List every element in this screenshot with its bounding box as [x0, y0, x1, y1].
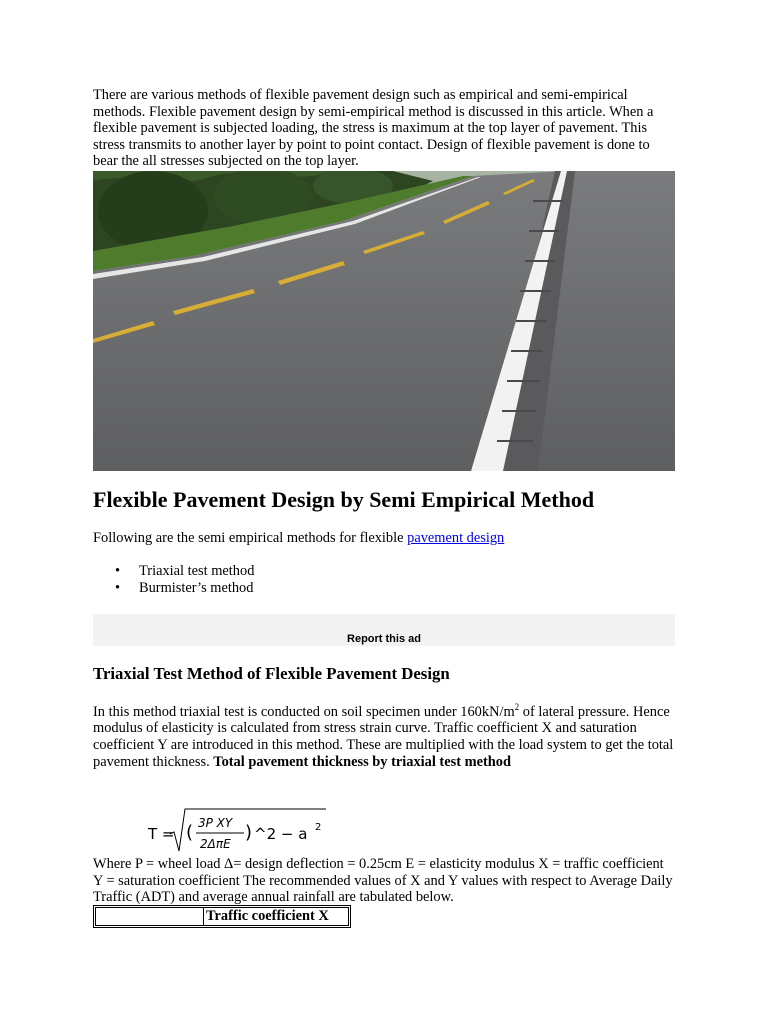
unit-superscript: 2 — [514, 702, 520, 712]
where-paragraph: Where P = wheel load Δ= design deflection = 0.25cm E = elasticity modulus X = traffic coefficient Y = saturation coefficient The recommended values of X and Y values with respect to Average Daily Traffic (ADT) and average annual rainfall are tabulated below. — [93, 856, 673, 906]
traffic-coefficient-table — [93, 905, 351, 928]
formula-rest: ^2 − a — [254, 825, 308, 843]
triaxial-text-2: of lateral pressure. Hence modulus of elasticity is calculated from stress strain curve. Traffic coefficient X and saturation coefficient Y are introduced in this method. These are multiplied with the load system to get the total pavement thickness. — [93, 703, 674, 770]
pavement-design-link[interactable]: pavement design — [407, 530, 505, 546]
following-line — [93, 530, 504, 547]
triaxial-paragraph — [93, 699, 675, 770]
table-header-cell: Traffic coefficient X — [206, 908, 329, 924]
road-photo — [93, 171, 675, 471]
report-ad-button[interactable] — [93, 614, 675, 646]
formula-denominator: 2ΔπE — [200, 837, 231, 851]
list-item — [93, 580, 254, 597]
method-list — [93, 563, 254, 597]
bullet-icon: • — [115, 563, 121, 579]
intro-paragraph: There are various methods of flexible pavement design such as empirical and semi-empirical methods. Flexible pavement design by semi-empirical method is discussed in this article. When a flexible pavement is subjected loading, the stress is maximum at the top layer of pavement. This stress transmits to another layer by point to point contact. Design of flexible pavement is done to bear the all stresses subjected on the top layer. — [93, 87, 654, 170]
svg-text:(: ( — [186, 822, 194, 843]
formula-lhs: T = — [148, 825, 175, 843]
bullet-icon: • — [115, 580, 121, 596]
section-title-semi-empirical: Flexible Pavement Design by Semi Empirical Method — [93, 487, 595, 512]
method-label: Triaxial test method — [139, 563, 255, 579]
table-header-row — [95, 907, 349, 926]
following-text: Following are the semi empirical methods for flexible — [93, 530, 408, 546]
section-title-triaxial: Triaxial Test Method of Flexible Pavement Design — [93, 664, 450, 683]
report-ad-label: Report this ad — [347, 633, 421, 645]
intro-block — [93, 87, 677, 170]
thickness-formula-label: Total pavement thickness by triaxial test method — [213, 753, 511, 770]
formula-numerator: 3P XY — [198, 816, 233, 830]
thickness-formula — [148, 806, 328, 854]
method-label: Burmister’s method — [139, 580, 254, 596]
table-header-cell-empty — [96, 908, 204, 925]
svg-text:): ) — [245, 822, 253, 843]
formula-exp: 2 — [315, 822, 322, 833]
triaxial-text-1: In this method triaxial test is conducted on soil specimen under 160kN/m — [93, 703, 515, 720]
list-item — [93, 563, 254, 580]
